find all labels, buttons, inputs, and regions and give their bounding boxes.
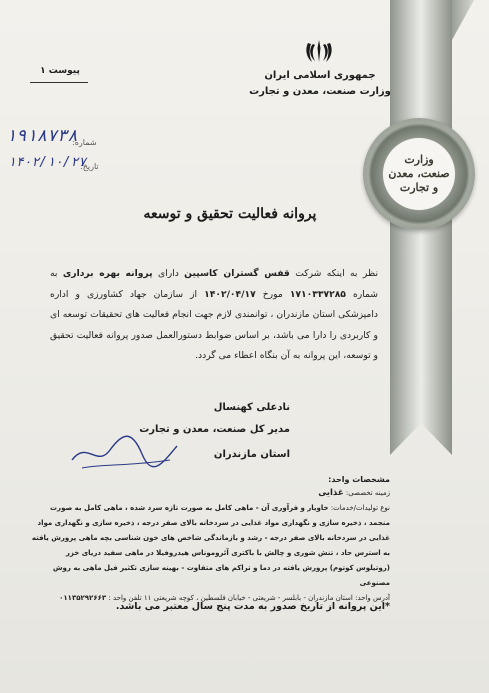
document-title: پروانه فعالیت تحقیق و توسعه	[143, 206, 317, 222]
signatory-region: استان مازندران	[213, 449, 290, 460]
signatory-title: مدیر کل صنعت، معدن و تجارت	[139, 424, 290, 435]
field-row	[30, 486, 390, 501]
iran-emblem-icon	[304, 38, 334, 64]
number-value: ۱۹۱۸۷۳۸	[6, 126, 78, 146]
company-name: قفس گستران کاسپین	[184, 268, 290, 279]
specs-block	[30, 486, 390, 606]
body-part-1: نظر به اینکه شرکت	[295, 268, 379, 279]
products-row	[30, 501, 390, 591]
license-number: ۱۷۱۰۳۳۷۲۸۵	[289, 288, 346, 300]
seal-line-2: صنعت، معدن	[388, 167, 450, 180]
government-name: جمهوری اسلامی ایران	[264, 70, 376, 81]
address-value: استان مازندران - بابلسر - شریعتی - خیابان فلسطین ، کوچه شریعتی ۱۱ تلفن واحد :	[108, 594, 353, 602]
ministry-name: وزارت صنعت، معدن و تجارت	[249, 86, 391, 97]
products-label: نوع تولیدات/خدمات:	[330, 504, 390, 512]
appendix-underline	[30, 82, 88, 83]
appendix-label: پیوست ۱	[40, 66, 80, 76]
phone-number: ۰۱۱۳۵۲۹۲۶۶۳	[59, 594, 107, 602]
seal-center	[383, 138, 455, 210]
specs-header: مشخصات واحد:	[328, 475, 390, 484]
body-part-4: مورخ	[262, 288, 283, 300]
body-paragraph	[50, 264, 378, 367]
seal-line-3: و تجارت	[399, 181, 439, 194]
products-value: خاویار و فرآوری آن - ماهی کامل به صورت تازه سرد شده ، ماهی کامل به صورت منجمد ، ذخیره سازی و نگهداری مواد غذایی در سردخانه بالای صفر درجه ، ذخیره سازی و نگهداری مواد غذایی در سردخانه بالای صفر درجه - رشد و بازماندگی شاخص های خون شناسی بچه ماهی پرورش یافته به استرس حاد ، تنش شوری و چالش با باکتری آئروموناس هیدروفیلا در ماهی سفید دریای خزر (روتیلوس کوتوم) پرورش یافته در دما و تراکم های متفاوت - بهینه سازی تکثیر فیل ماهی به روش مصنوعی	[31, 504, 390, 587]
body-part-3: به شماره	[50, 268, 378, 300]
license-type: پروانه بهره برداری	[62, 268, 153, 279]
date-label: تاریخ:	[80, 162, 99, 171]
body-part-2: دارای	[157, 268, 179, 279]
body-part-5: از سازمان جهاد کشاورزی و اداره دامپزشکی استان مازندران ، توانمندی لازم جهت انجام فعالیت های تحقیقات توسعه ای و کاربردی را دارا می باشد، بر اساس ضوابط دستورالعمل صدور پروانه فعالیت تحقیق و توسعه، این پروانه به آن بنگاه اعطاء می گردد.	[50, 288, 378, 361]
handwritten-signature	[62, 420, 182, 480]
license-date: ۱۴۰۲/۰۴/۱۷	[204, 288, 256, 300]
validity-note: *این پروانه از تاریخ صدور به مدت پنج سال معتبر می باشد.	[115, 601, 390, 612]
field-label: زمینه تخصصی:	[345, 489, 390, 497]
date-value: ۱۴۰۲/۱۰/۲۷	[8, 155, 87, 170]
seal-line-1: وزارت	[404, 153, 434, 166]
field-value: غذایی	[318, 488, 344, 498]
number-label: شماره:	[72, 138, 97, 147]
address-label: آدرس واحد:	[355, 594, 390, 602]
signatory-name: نادعلی کهنسال	[213, 402, 290, 413]
